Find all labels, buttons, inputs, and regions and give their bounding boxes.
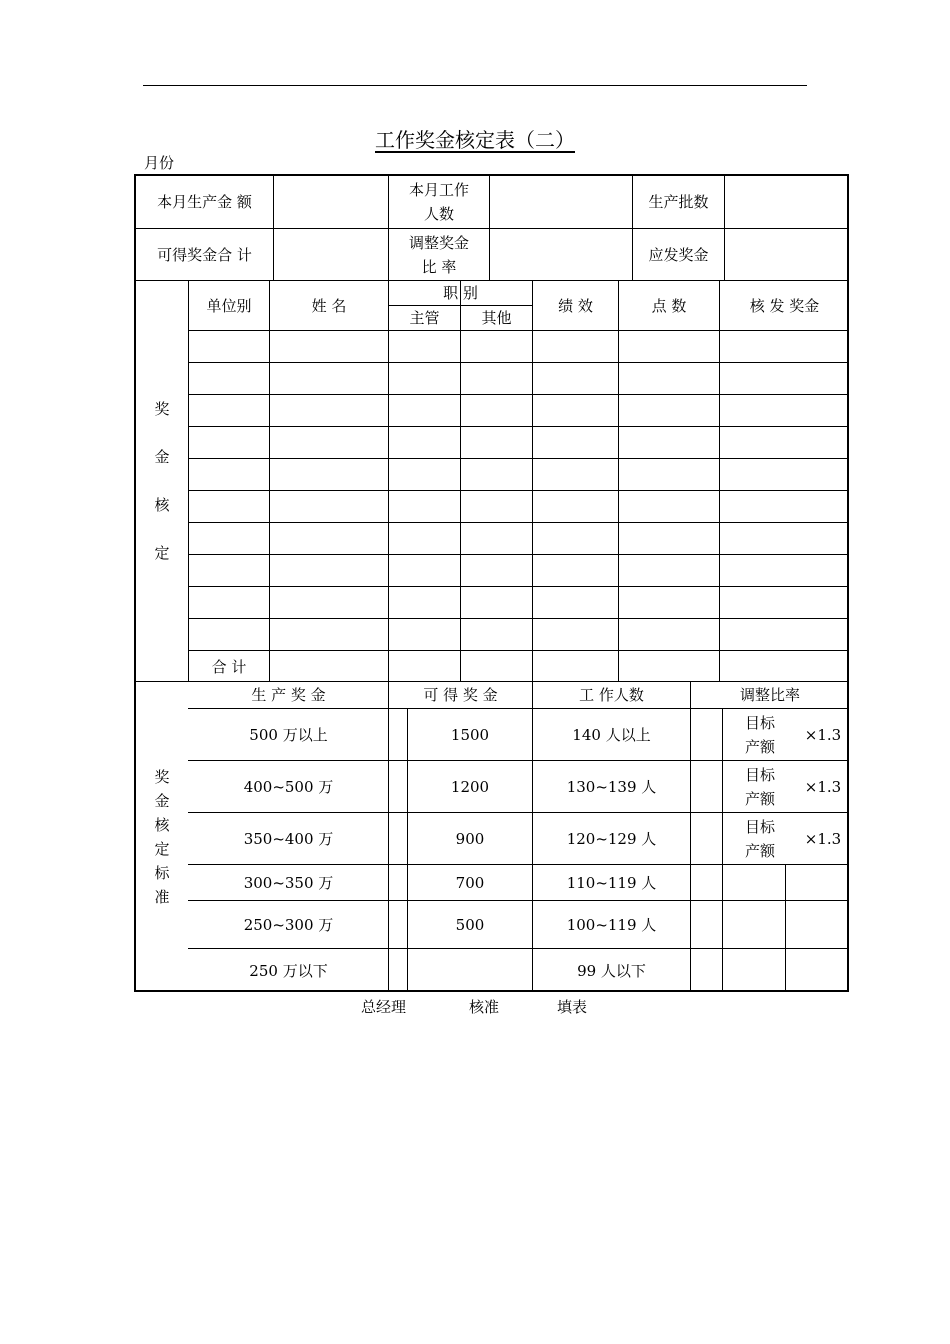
grid-line <box>532 280 533 682</box>
std-headcount-value: 140 人以上 <box>572 725 651 744</box>
bonus-form-table <box>134 174 849 992</box>
signature-fill: 填表 <box>557 998 588 1016</box>
col-name: 姓 名 <box>311 296 347 315</box>
value-bonus-total[interactable] <box>274 229 388 280</box>
value-production-amount[interactable] <box>274 176 388 228</box>
value-work-headcount[interactable] <box>490 176 632 228</box>
std-bonus-value: 700 <box>455 873 485 892</box>
value-payable-bonus[interactable] <box>725 229 849 280</box>
col-points: 点 数 <box>651 296 687 315</box>
col-available-bonus: 可 得 奖 金 <box>423 686 498 704</box>
grid-line <box>188 362 849 363</box>
std-headcount-value: 130~139 人 <box>566 777 657 796</box>
grid-line <box>188 426 849 427</box>
month-label: 月份 <box>144 154 175 172</box>
std-production-value: 250~300 万 <box>243 915 334 934</box>
std-target-label: 目标 产额 <box>744 817 775 860</box>
std-bonus-value: 1200 <box>450 777 490 796</box>
grid-line <box>188 618 849 619</box>
col-unit: 单位别 <box>206 296 252 315</box>
std-multiplier: ×1.3 <box>804 725 842 744</box>
grid-line <box>460 280 461 682</box>
col-other: 其他 <box>481 309 512 327</box>
col-supervisor: 主管 <box>409 309 440 327</box>
grid-line <box>188 522 849 523</box>
col-issued-bonus: 核 发 奖金 <box>749 296 820 315</box>
std-headcount-value: 100~119 人 <box>566 915 657 934</box>
grid-line <box>618 280 619 682</box>
grid-line <box>188 458 849 459</box>
std-production-value: 350~400 万 <box>243 829 334 848</box>
header-rule <box>143 85 807 86</box>
std-headcount-value: 110~119 人 <box>566 873 657 892</box>
label-bonus-total: 可得奖金合 计 <box>157 245 252 264</box>
std-target-label: 目标 产额 <box>744 713 775 756</box>
signature-general-manager: 总经理 <box>361 998 407 1016</box>
std-bonus-value: 500 <box>455 915 485 934</box>
label-work-headcount: 本月工作 人数 <box>408 181 469 223</box>
grid-line <box>719 280 720 682</box>
grid-line <box>188 490 849 491</box>
col-production-bonus: 生 产 奖 金 <box>251 686 326 704</box>
value-production-batches[interactable] <box>725 176 849 228</box>
label-production-amount: 本月生产金 额 <box>157 193 252 211</box>
total-label: 合 计 <box>211 657 247 676</box>
grid-line <box>388 280 389 682</box>
col-headcount: 工 作人数 <box>579 686 644 704</box>
col-performance: 绩 效 <box>558 296 593 315</box>
std-bonus-value: 1500 <box>450 725 490 744</box>
grid-line <box>188 330 849 331</box>
standard-section-side-label: 奖 金 核 定 标 准 <box>154 768 170 906</box>
std-target-label: 目标 产额 <box>744 765 775 808</box>
std-multiplier: ×1.3 <box>804 829 842 848</box>
col-adjust-ratio: 调整比率 <box>739 686 800 704</box>
grid-line <box>388 681 389 992</box>
grid-line <box>785 864 786 992</box>
grid-line <box>188 586 849 587</box>
label-adjust-ratio: 调整奖金 比 率 <box>408 233 469 276</box>
std-production-value: 400~500 万 <box>243 777 334 796</box>
grid-line <box>269 280 270 682</box>
grid-line <box>188 280 189 682</box>
std-production-value: 500 万以上 <box>249 725 328 744</box>
label-production-batches: 生产批数 <box>648 193 709 211</box>
grid-line <box>188 650 849 651</box>
label-payable-bonus: 应发奖金 <box>648 245 709 264</box>
signature-approve: 核准 <box>469 998 500 1016</box>
std-headcount-value: 99 人以下 <box>577 961 646 980</box>
grid-line <box>188 394 849 395</box>
std-production-value: 250 万以下 <box>249 961 328 980</box>
std-bonus-value: 900 <box>455 829 485 848</box>
std-multiplier: ×1.3 <box>804 777 842 796</box>
bonus-section-side-label: 奖 金 核 定 <box>154 400 170 562</box>
std-production-value: 300~350 万 <box>243 873 334 892</box>
grid-line <box>690 681 691 992</box>
page-title: 工作奖金核定表（二） <box>375 128 575 152</box>
std-headcount-value: 120~129 人 <box>566 829 657 848</box>
std-bonus-value <box>408 949 532 992</box>
col-position: 职 别 <box>443 284 478 302</box>
value-adjust-ratio[interactable] <box>490 229 632 280</box>
grid-line <box>188 554 849 555</box>
